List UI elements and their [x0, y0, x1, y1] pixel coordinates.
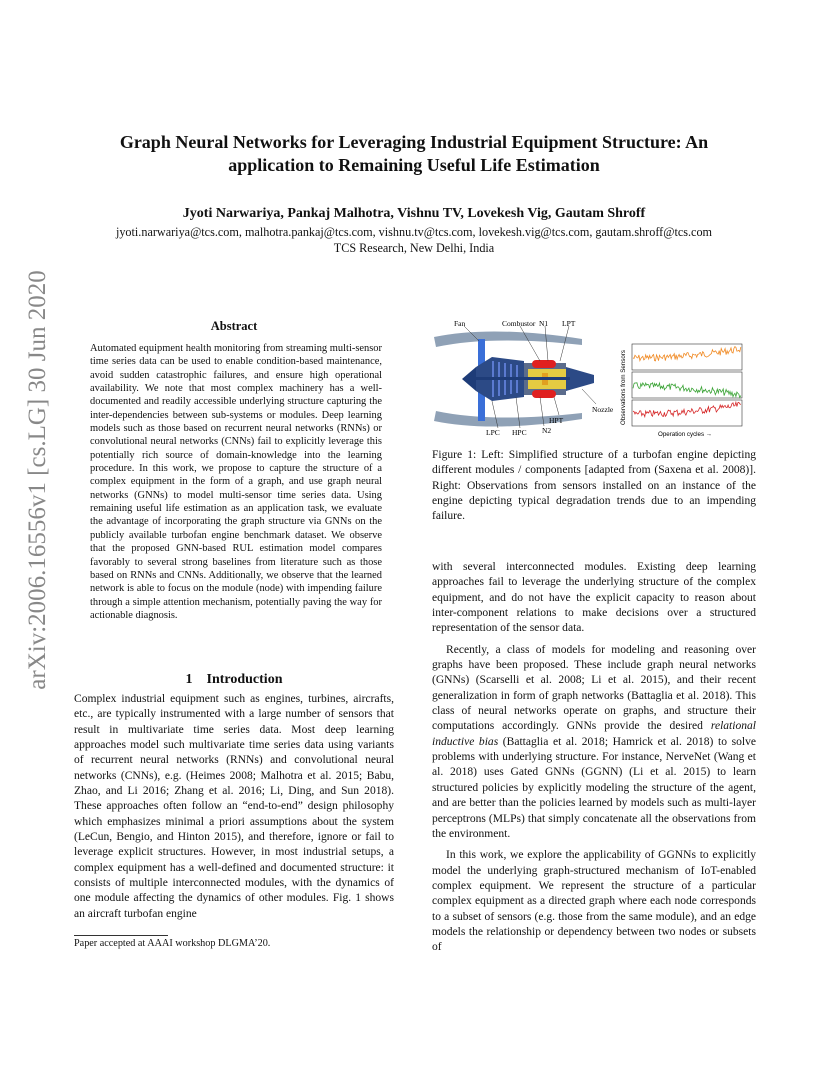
sensors-axis-label: Observations from Sensors: [620, 350, 627, 425]
combustor-label: Combustor: [502, 319, 536, 328]
n1-label: N1: [539, 319, 549, 328]
sensor-plot-frame-1: [632, 344, 742, 370]
engine-casing-top: [434, 331, 582, 347]
fan-label: Fan: [454, 319, 466, 328]
author-list: Jyoti Narwariya, Pankaj Malhotra, Vishnu TV, Lovekesh Vig, Gautam Shroff: [182, 206, 646, 221]
sensor-observation-plots: [620, 344, 742, 438]
sensor-trace-orange: [633, 347, 741, 361]
cycles-axis-label: Operation cycles →: [658, 431, 712, 438]
hpc-label: HPC: [512, 428, 527, 437]
combustor-chamber-bottom: [532, 390, 556, 398]
introduction-body: Complex industrial equipment such as engines, turbines, aircrafts, etc., are typically instrumented with a large number of sensors that result in multivariate time series data. Most deep learning approaches model such multivariate time series data using variants of recurrent neural networks (RNNs) and convolutional neural networks (CNNs), e.g. (Heimes 2008; Malhotra et al. 2015; Babu, Zhao, and Li 2016; Zhang et al. 2016; Li, Ding, and Sun 2018). These approaches often follow an “end-to-end” design philosophy which emphasizes minimal a priori assumptions about the system (LeCun, Bengio, and Hinton 2015), and therefore, ignore or fail to leverage explicit structures. However, in most industrial setups, a complex equipment has a well-defined and documented structure: it consists of multiple interconnected modules, with the dynamics of one module affecting the dynamics of other modules. Fig. 1 shows an aircraft turbofan engine: [74, 693, 394, 920]
shaft: [470, 377, 570, 380]
emphasis-relational-bias: relational inductive bias: [432, 720, 756, 748]
affiliation: TCS Research, New Delhi, India: [333, 241, 495, 255]
abstract-heading: Abstract: [210, 319, 258, 333]
figure-1-graphic: [432, 317, 756, 441]
n2-label: N2: [542, 426, 552, 435]
section-heading-introduction: [74, 672, 394, 688]
figure-1-caption: Figure 1: Left: Simplified structure of a turbofan engine depicting different modules / components [adapted from (Saxena et al. 2008)]. Right: Observations from sensors installed on an instance of the engine depicting typical degradation trends due to an impending failure.: [432, 449, 756, 523]
combustor-chamber-top: [532, 360, 556, 368]
arxiv-identifier: arXiv:2006.16556v1 [cs.LG] 30 Jun 2020: [24, 270, 51, 690]
lpc-label: LPC: [486, 428, 500, 437]
author-emails: jyoti.narwariya@tcs.com, malhotra.pankaj@tcs.com, vishnu.tv@tcs.com, lovekesh.vig@tcs.com, gautam.shroff@tcs.com: [115, 225, 713, 239]
right-column-text: [432, 560, 756, 962]
sensor-trace-green: [633, 383, 741, 398]
lpt-label: LPT: [562, 319, 576, 328]
turbofan-engine-diagram: [434, 319, 614, 437]
title-line-2: application to Remaining Useful Life Estimation: [228, 155, 600, 175]
nozzle-label: Nozzle: [592, 405, 614, 414]
abstract-body: Automated equipment health monitoring from streaming multi-sensor time series data can be used to enable condition-based maintenance, avoid sudden catastrophic failures, and ensure high operational availability. We note that most complex machinery has a well-documented and readily accessible underlying structure capturing the inter-dependencies between sub-systems or modules. Deep learning models such as those based on recurrent neural networks (RNNs) or convolutional neural networks (CNNs) fail to explicitly leverage this potentially rich source of domain-knowledge into the learning procedure. In this work, we propose to capture the structure of a complex equipment in the form of a graph, and use graph neural networks (GNNs) to model multi-sensor time series data. Using remaining useful life estimation as an application task, we evaluate the advantage of incorporating the graph structure via GNNs on the publicly available turbofan engine benchmark dataset. We observe that the proposed GNN-based RUL estimation model compares favorably to several strong baselines from literature such as those based on RNNs and CNNs. Additionally, we observe that the learned network is able to focus on the module (node) with impending failure through a simple attention mechanism, potentially paving the way for actionable diagnosis.: [90, 343, 382, 621]
exhaust-nozzle: [566, 367, 594, 391]
section-number: 1: [185, 672, 193, 687]
title-line-1: Graph Neural Networks for Leveraging Industrial Equipment Structure: An: [119, 132, 709, 152]
paragraph-this-work: In this work, we explore the applicability of GGNNs to explicitly model the underlying graph-structured mechanism of IoT-enabled complex equipment. We represent the structure of a particular complex equipment as a directed graph where each node corresponds to a subset of sensors (e.g. those from the same module), and an edge models the relationship or dependency between two nodes or subsets of: [432, 849, 756, 954]
footnote: Paper accepted at AAAI workshop DLGMA’20.: [74, 938, 271, 949]
hpt-label: HPT: [549, 416, 564, 425]
paragraph-continuation: with several interconnected modules. Existing deep learning approaches fail to leverage the underlying structure of the complex equipment, and do not have the explicit capacity to reason about inter-component relations to make decisions over a structured representation of the sensor data.: [432, 561, 756, 635]
paragraph-gnn-background: Recently, a class of models for modeling and reasoning over graphs have been proposed. These include graph neural networks (GNNs) (Scarselli et al. 2008; Li et al. 2015), and their recent generalization in form of graph networks (Battaglia et al. 2018). This class of neural networks operate on graphs, and structure their computations accordingly. GNNs provide the desired relational inductive bias (Battaglia et al. 2018; Hamrick et al. 2018) to solve problems with underlying structure. For instance, NerveNet (Wang et al. 2018) uses Gated GNNs (GGNN) (Li et al. 2015) to learn structured policies by explicitly modeling the structure of the agent, and are better than the policies learned by models such as multi-layer perceptrons (MLPs) that simply concatenate all the observations from the environment.: [432, 643, 756, 840]
section-title: Introduction: [206, 672, 283, 687]
figure-1: [432, 317, 756, 441]
sensor-trace-red: [633, 402, 741, 416]
footnote-divider: [74, 935, 168, 936]
paper-title: [70, 131, 758, 177]
